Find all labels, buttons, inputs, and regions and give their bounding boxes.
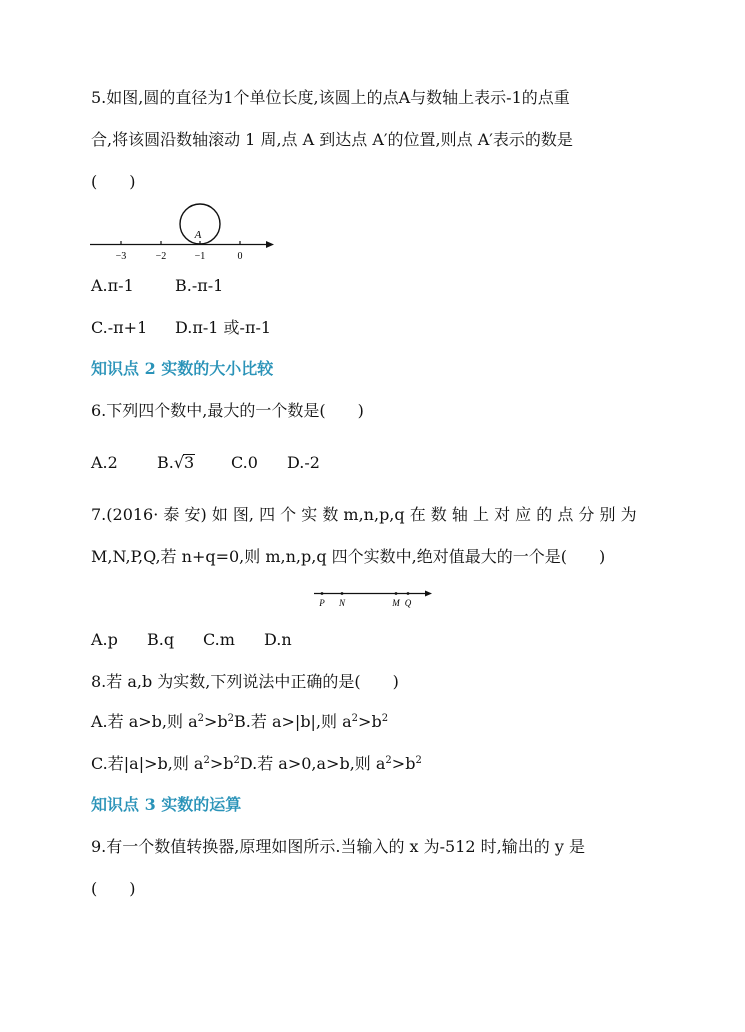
label-q: Q [404, 598, 412, 608]
q7-stem-line1: 7.(2016· 泰 安) 如 图, 四 个 实 数 m,n,p,q 在 数 轴 上 对 应 的 点 分 别 为 [91, 505, 637, 524]
exponent: 2 [381, 713, 389, 724]
q8-stem: 8.若 a,b 为实数,下列说法中正确的是( ) [91, 672, 399, 691]
q5-options-row2 [91, 318, 271, 338]
q8-option-d-mid: >b [391, 754, 416, 773]
q5-stem-line2: 合,将该圆沿数轴滚动 1 周,点 A 到达点 A′的位置,则点 A′表示的数是 [91, 130, 573, 149]
q8-option-d-text: D.若 a>0,a>b,则 a [239, 754, 386, 773]
q7-stem-line2: M,N,P,Q,若 n+q=0,则 m,n,p,q 四个实数中,绝对值最大的一个是( ) [91, 547, 606, 566]
q8-option-a-mid: >b [204, 712, 228, 731]
q5-answer-paren: ( ) [91, 172, 136, 191]
q5-option-b[interactable]: B.-π-1 [175, 276, 224, 295]
q8-option-c-text: C.若|a|>b,则 a [91, 754, 204, 773]
exponent: 2 [415, 755, 422, 766]
q6-option-c[interactable]: C.0 [231, 453, 258, 472]
point-a-label: A [194, 229, 202, 241]
tick-label-neg3: −3 [115, 251, 127, 262]
q8-option-d[interactable] [240, 754, 422, 774]
exponent: 2 [197, 713, 205, 724]
q8-options-row2 [91, 754, 422, 774]
q8-option-a-text: A.若 a>b,则 a [91, 712, 198, 731]
q7-option-d[interactable]: D.n [264, 630, 292, 649]
q7-options [91, 630, 292, 650]
point-m [395, 592, 398, 595]
sqrt-sign-icon: √ [173, 453, 185, 472]
section-heading-2: 知识点 2 实数的大小比较 [91, 359, 274, 378]
exponent: 2 [385, 755, 392, 766]
q8-option-b-text: B.若 a>|b|,则 a [234, 712, 352, 731]
exponent: 2 [351, 713, 359, 724]
q9-answer-paren: ( ) [91, 879, 136, 898]
q6-option-b[interactable] [157, 453, 231, 473]
point-n [341, 592, 344, 595]
tick-label-neg2: −2 [155, 251, 167, 262]
q6-options [91, 453, 320, 473]
q8-option-c[interactable] [91, 754, 240, 774]
q6-option-b-radicand: 3 [184, 453, 195, 472]
q8-option-b[interactable] [234, 712, 388, 732]
section-heading-3: 知识点 3 实数的运算 [91, 795, 242, 814]
q6-option-d[interactable]: D.-2 [287, 453, 320, 472]
point-p [321, 592, 324, 595]
q5-option-d[interactable]: D.π-1 或-π-1 [175, 318, 272, 337]
exponent: 2 [233, 755, 240, 766]
q5-stem-line1: 5.如图,圆的直径为1个单位长度,该圆上的点A与数轴上表示-1的点重 [91, 88, 570, 107]
exponent: 2 [203, 755, 210, 766]
q7-number-line-figure [312, 584, 436, 610]
label-m: M [392, 598, 400, 608]
q6-option-a[interactable]: A.2 [91, 453, 118, 472]
tick-label-neg1: −1 [194, 251, 206, 262]
q8-options-row1 [91, 712, 388, 732]
q7-option-a[interactable]: A.p [91, 630, 118, 649]
point-q [407, 592, 410, 595]
q6-stem: 6.下列四个数中,最大的一个数是( ) [91, 401, 364, 420]
q6-option-b-label: B. [157, 453, 174, 472]
q7-option-c[interactable]: C.m [203, 630, 235, 649]
label-p: P [319, 598, 325, 608]
q9-stem-line1: 9.有一个数值转换器,原理如图所示.当输入的 x 为-512 时,输出的 y 是 [91, 837, 585, 856]
q8-option-a[interactable] [91, 712, 234, 732]
q5-number-line-figure [88, 198, 288, 268]
q5-option-a[interactable]: A.π-1 [91, 276, 134, 295]
exponent: 2 [227, 713, 235, 724]
q5-options-row1 [91, 276, 223, 296]
q7-option-b[interactable]: B.q [147, 630, 175, 649]
label-n: N [338, 598, 346, 608]
tick-label-zero: 0 [237, 251, 243, 262]
axis-arrow [425, 591, 432, 597]
q8-option-c-mid: >b [209, 754, 234, 773]
q5-option-c[interactable]: C.-π+1 [91, 318, 148, 337]
axis-arrow [266, 241, 274, 248]
q8-option-b-mid: >b [358, 712, 382, 731]
